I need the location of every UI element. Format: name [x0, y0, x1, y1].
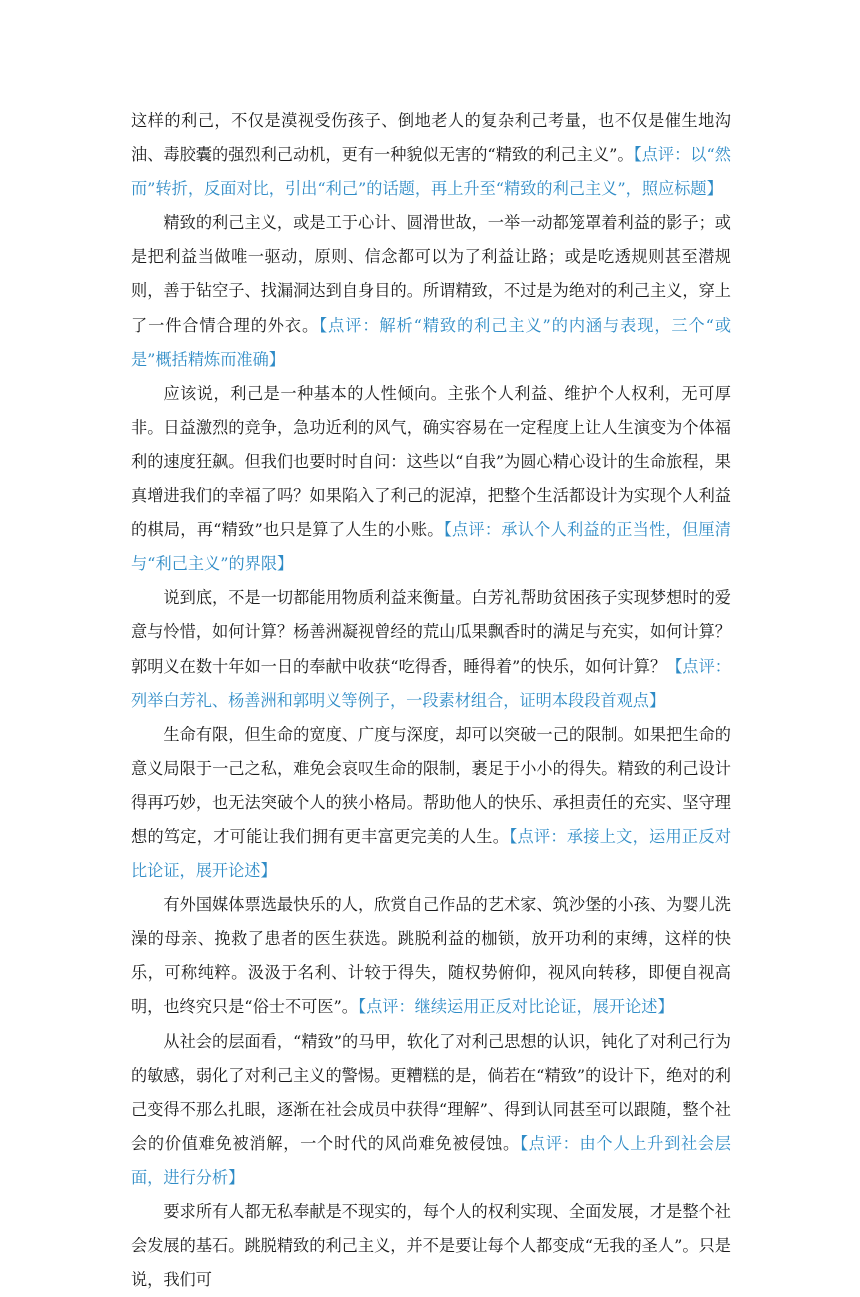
paragraph-text: 要求所有人都无私奉献是不现实的，每个人的权利实现、全面发展，才是整个社会发展的基石。跳脱精致的利己主义，并不是要让每个人都变成“无我的圣人”。只是说，我们可: [131, 1202, 731, 1290]
commentary-note: 【点评：以“然而”转折，反面对比，引出“利己”的话题，再上升至“精致的利己主义”，照应标题】: [131, 145, 731, 199]
paragraph-5: [131, 718, 731, 888]
commentary-note: 【点评：由个人上升到社会层面，进行分析】: [131, 1133, 731, 1187]
paragraph-text: 应该说，利己是一种基本的人性倾向。主张个人利益、维护个人权利，无可厚非。日益激烈的竞争，急功近利的风气，确实容易在一定程度上让人生演变为个体福利的速度狂飙。但我们也要时时自问：这些以“自我”为圆心精心设计的生命旅程，果真增进我们的幸福了吗？如果陷入了利己的泥淖，把整个生活都设计为实现个人利益的棋局，再“精致”也只是算了人生的小账。: [131, 383, 731, 540]
paragraph-1: [131, 104, 731, 206]
paragraph-4: [131, 581, 731, 717]
commentary-note: 【点评：继续运用正反对比论证，展开论述】: [358, 997, 674, 1017]
paragraph-text: 生命有限，但生命的宽度、广度与深度，却可以突破一己的限制。如果把生命的意义局限于一己之私，难免会哀叹生命的限制，裹足于小小的得失。精致的利己设计得再巧妙，也无法突破个人的狭小格局。帮助他人的快乐、承担责任的充实、坚守理想的笃定，才可能让我们拥有更丰富更完美的人生。: [131, 724, 731, 846]
paragraph-text: 有外国媒体票选最快乐的人，欣赏自己作品的艺术家、筑沙堡的小孩、为婴儿洗澡的母亲、挽救了患者的医生获选。跳脱利益的枷锁，放开功利的束缚，这样的快乐，可称纯粹。汲汲于名利、计较于得失，随权势俯仰，视风向转移，即便自视高明，也终究只是“俗士不可医”。: [131, 895, 731, 1017]
paragraph-2: [131, 206, 731, 376]
paragraph-7: [131, 1025, 731, 1195]
paragraph-text: 精致的利己主义，或是工于心计、圆滑世故，一举一动都笼罩着利益的影子；或是把利益当做唯一驱动，原则、信念都可以为了利益让路；或是吃透规则甚至潜规则，善于钻空子、找漏洞达到自身目的。所谓精致，不过是为绝对的利己主义，穿上了一件合情合理的外衣。: [131, 213, 731, 335]
paragraph-text: 这样的利己，不仅是漠视受伤孩子、倒地老人的复杂利己考量，也不仅是催生地沟油、毒胶囊的强烈利己动机，更有一种貌似无害的“精致的利己主义”。: [131, 111, 731, 165]
paragraph-8: [131, 1195, 731, 1297]
commentary-note: 【点评：承接上文，运用正反对比论证，展开论述】: [131, 826, 732, 881]
paragraph-6: [131, 888, 731, 1024]
commentary-note: 【点评：列举白芳礼、杨善洲和郭明义等例子，一段素材组合，证明本段段首观点】: [131, 656, 731, 710]
commentary-note: 【点评：解析“精致的利己主义”的内涵与表现，三个“或是”概括精炼而准确】: [131, 315, 732, 369]
paragraph-3: [131, 377, 731, 582]
paragraph-text: 从社会的层面看，“精致”的马甲，软化了对利己思想的认识，钝化了对利己行为的敏感，弱化了对利己主义的警惕。更糟糕的是，倘若在“精致”的设计下，绝对的利己变得不那么扎眼，逐渐在社会成员中获得“理解”、得到认同甚至可以跟随，整个社会的价值难免被消解，一个时代的风尚难免被侵蚀。: [131, 1031, 731, 1153]
commentary-note: 【点评：承认个人利益的正当性，但厘清与“利己主义”的界限】: [131, 520, 731, 574]
essay-body: [131, 104, 731, 1297]
paragraph-text: 说到底，不是一切都能用物质利益来衡量。白芳礼帮助贫困孩子实现梦想时的爱意与怜惜，如何计算？杨善洲凝视曾经的荒山瓜果飘香时的满足与充实，如何计算？郭明义在数十年如一日的奉献中收获“吃得香，睡得着”的快乐，如何计算？: [131, 588, 731, 676]
